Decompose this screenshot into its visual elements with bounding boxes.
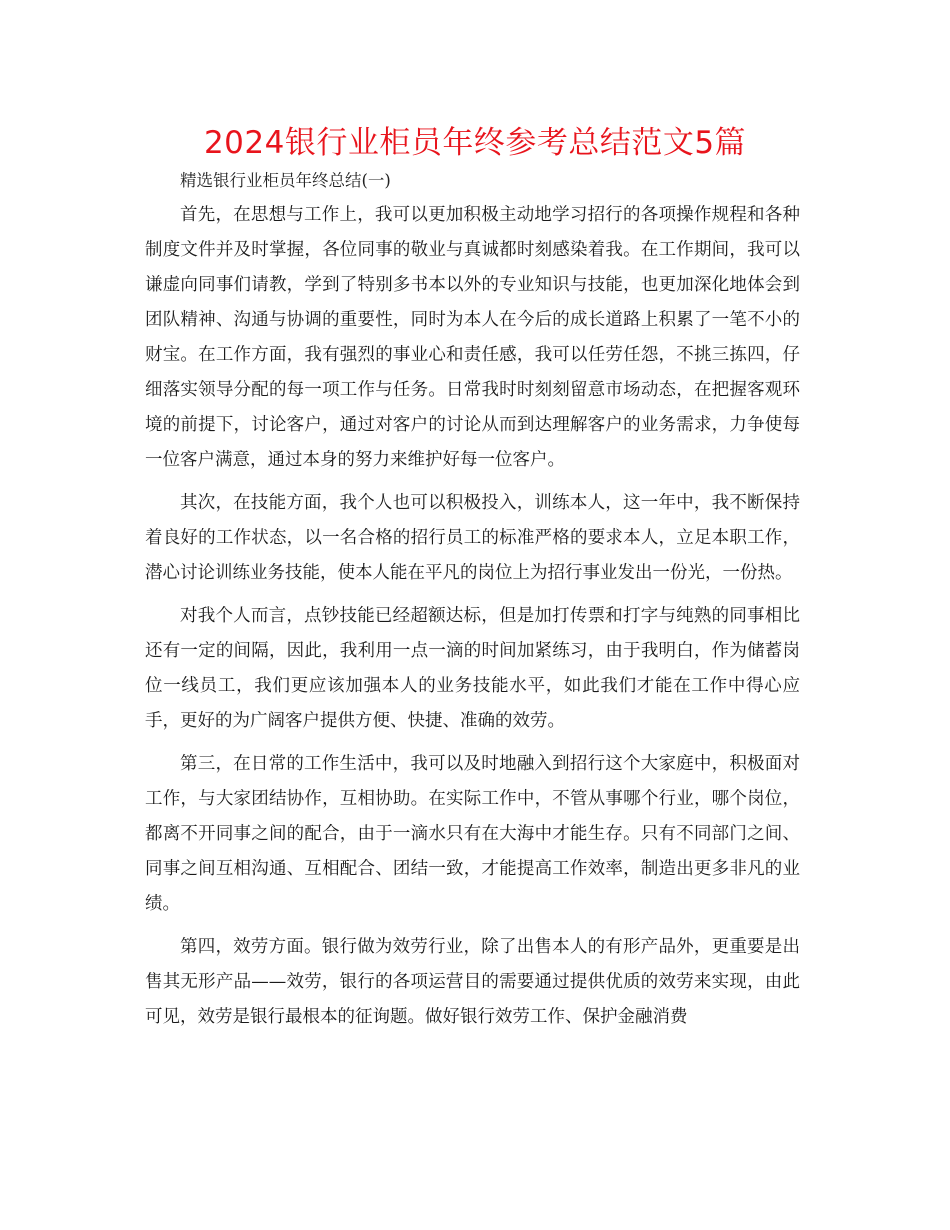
paragraph-3: 对我个人而言，点钞技能已经超额达标，但是加打传票和打字与纯熟的同事相比还有一定的间隔，因此，我利用一点一滴的时间加紧练习，由于我明白，作为储蓄岗位一线员工，我们更应该加强本人的业务技能水平，如此我们才能在工作中得心应手，更好的为广阔客户提供方便、快捷、准确的效劳。: [145, 606, 800, 731]
document-body: [145, 198, 800, 1043]
paragraph-1: 首先，在思想与工作上，我可以更加积极主动地学习招行的各项操作规程和各种制度文件并及时掌握，各位同事的敬业与真诚都时刻感染着我。在工作期间，我可以谦虚向同事们请教，学到了特别多书本以外的专业知识与技能，也更加深化地体会到团队精神、沟通与协调的重要性，同时为本人在今后的成长道路上积累了一笔不小的财宝。在工作方面，我有强烈的事业心和责任感，我可以任劳任怨，不挑三拣四，仔细落实领导分配的每一项工作与任务。日常我时时刻刻留意市场动态，在把握客观环境的前提下，讨论客户，通过对客户的讨论从而到达理解客户的业务需求，力争使每一位客户满意，通过本身的努力来维护好每一位客户。: [145, 205, 800, 470]
paragraph-4: 第三，在日常的工作生活中，我可以及时地融入到招行这个大家庭中，积极面对工作，与大家团结协作，互相协助。在实际工作中，不管从事哪个行业，哪个岗位，都离不开同事之间的配合，由于一滴水只有在大海中才能生存。只有不同部门之间、同事之间互相沟通、互相配合、团结一致，才能提高工作效率，制造出更多非凡的业绩。: [145, 754, 800, 914]
document-title: 2024银行业柜员年终参考总结范文5篇: [203, 125, 747, 161]
section-heading: 精选银行业柜员年终总结(一): [180, 171, 391, 190]
paragraph-2: 其次，在技能方面，我个人也可以积极投入，训练本人，这一年中，我不断保持着良好的工作状态，以一名合格的招行员工的标准严格的要求本人，立足本职工作，潜心讨论训练业务技能，使本人能在平凡的岗位上为招行事业发出一份光，一份热。: [145, 493, 800, 583]
paragraph-5: 第四，效劳方面。银行做为效劳行业，除了出售本人的有形产品外，更重要是出售其无形产品——效劳，银行的各项运营目的需要通过提供优质的效劳来实现，由此可见，效劳是银行最根本的征询题。做好银行效劳工作、保护金融消费: [145, 937, 800, 1027]
